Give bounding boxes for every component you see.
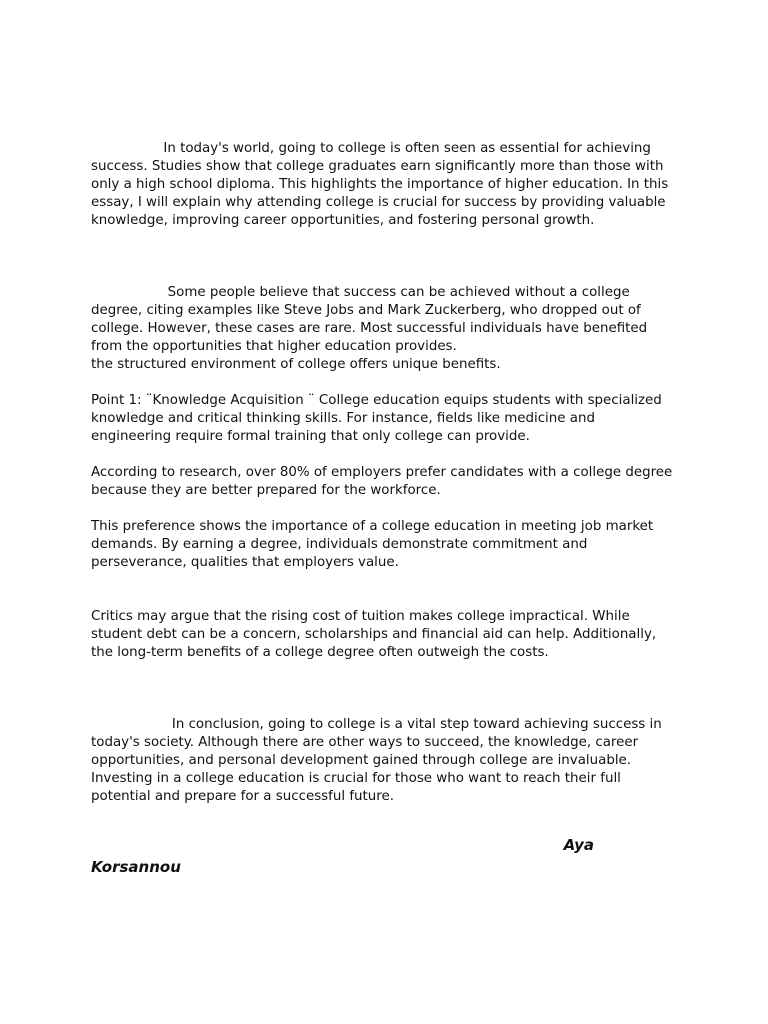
job-market-paragraph: This preference shows the importance of a college education in meeting job market demands. By earning a degree, individuals demonstrate commitment and perseverance, qualities that employers value. <box>91 519 658 570</box>
conclusion-paragraph: In conclusion, going to college is a vital step toward achieving success in today's society. Although there are other ways to succeed, the knowledge, career opportunities, and personal development gained through college are invaluable. Investing in a college education is crucial for those who want to reach their full potential and prepare for a successful future. <box>91 717 667 804</box>
point-one-paragraph: Point 1: ¨Knowledge Acquisition ¨ College education equips students with specialized knowledge and critical thinking skills. For instance, fields like medicine and engineering require formal training that only college can provide. <box>91 393 667 444</box>
counterexample-paragraph: Some people believe that success can be achieved without a college degree, citing examples like Steve Jobs and Mark Zuckerberg, who dropped out of college. However, these cases are rare. Most successful individuals have benefited from the opportunities that higher education provides. <box>91 285 652 354</box>
author-signature <box>91 834 681 878</box>
author-first-name: Aya <box>563 836 594 854</box>
critics-paragraph: Critics may argue that the rising cost of tuition makes college impractical. While student debt can be a concern, scholarships and financial aid can help. Additionally, the long-term benefits of a college degree often outweigh the costs. <box>91 609 661 660</box>
research-paragraph: According to research, over 80% of employers prefer candidates with a college degree because they are better prepared for the workforce. <box>91 465 677 498</box>
intro-paragraph: In today's world, going to college is often seen as essential for achieving success. Studies show that college graduates earn significantly more than those with only a high school diploma. This highlights the importance of higher education. In this essay, I will explain why attending college is crucial for success by providing valuable knowledge, improving career opportunities, and fostering personal growth. <box>91 141 673 228</box>
author-last-name: Korsannou <box>91 858 181 876</box>
structured-environment-line: the structured environment of college offers unique benefits. <box>91 357 501 372</box>
document-page <box>91 140 679 878</box>
